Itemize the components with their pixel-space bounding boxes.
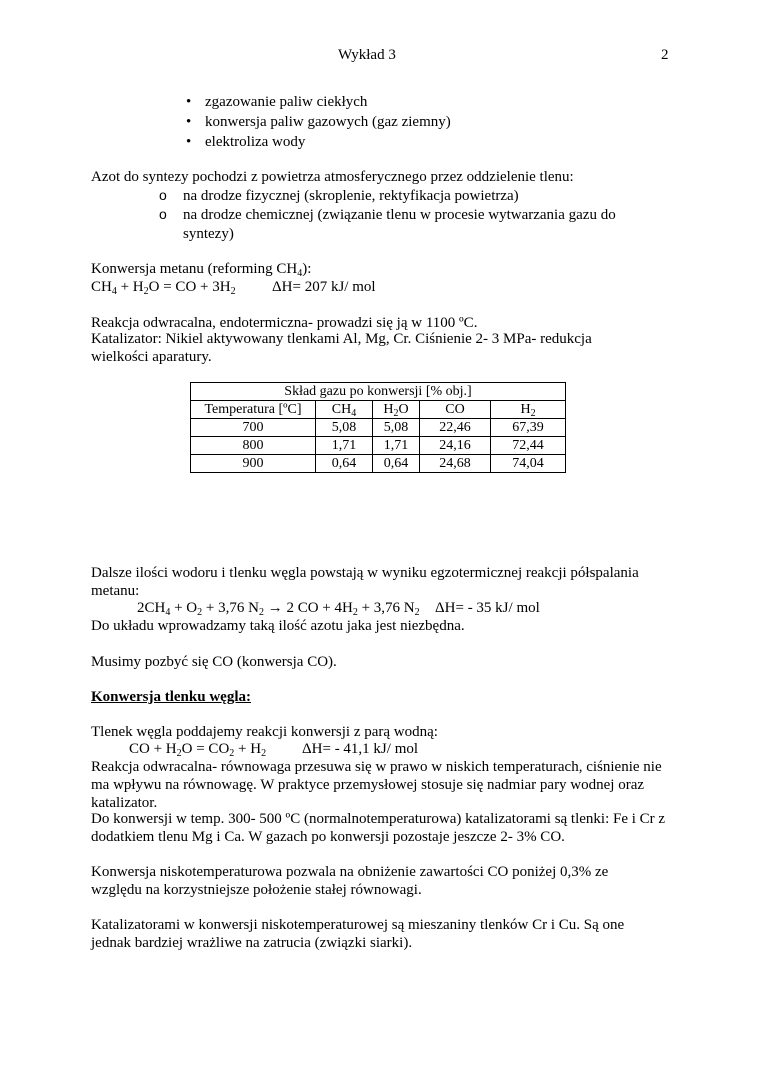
catalysts-text: Katalizatorami w konwersji niskotemperaturowej są mieszaniny tlenków Cr i Cu. Są one jednak bardziej wrażliwe na zatrucia (związki siarki).: [91, 917, 625, 951]
reaction-text: Reakcja odwracalna, endotermiczna- prowadzi się ją w 1100 ºC.: [91, 315, 478, 331]
methane-title: Konwersja metanu (reforming $CH_4$):: [91, 261, 312, 279]
circle-bullet-icon: o: [159, 206, 167, 222]
table-cell: 24,68: [420, 455, 491, 473]
partial-combustion-equation: $2CH_4 + O_2 + 3,76$ $N_2 \to 2$ CO + $4H_2 + 3,76$ $N_2$: [137, 600, 420, 618]
table-cell: 24,16: [420, 437, 491, 455]
methane-equation: $CH_4 + H_2O$ = CO + $3H_2$: [91, 279, 236, 297]
methane-enthalpy: ΔH= 207 kJ/ mol: [272, 279, 376, 295]
nitrogen-note: Do układu wprowadzamy taką ilość azotu jaka jest niezbędna.: [91, 618, 465, 634]
co-conversion-equation: CO + $H_2O = CO_2 + H_2$: [129, 741, 267, 759]
gas-composition-table: [190, 382, 566, 473]
list-item: [159, 206, 639, 244]
table-cell: 0,64: [316, 455, 373, 473]
co-conversion-body-2: Do konwersji w temp. 300- 500 ºC (normalnotemperaturowa) katalizatorami są tlenki: Fe i Cr z dodatkiem tlenu Mg i Ca. W gazach po konwersji pozostaje jeszcze 2- 3% CO.: [91, 811, 666, 845]
table-cell: 800: [191, 437, 316, 455]
table-cell: 74,04: [491, 455, 566, 473]
table-cell: 1,71: [373, 437, 420, 455]
section-heading: Konwersja tlenku węgla:: [91, 689, 251, 705]
table-cell: 700: [191, 419, 316, 437]
list-item-text: na drodze chemicznej (związanie tlenu w procesie wytwarzania gazu do syntezy): [183, 207, 616, 242]
table-cell: 0,64: [373, 455, 420, 473]
table-cell: 5,08: [316, 419, 373, 437]
list-item-text: na drodze fizycznej (skroplenie, rektyfikacja powietrza): [183, 188, 519, 204]
page-number: 2: [661, 47, 669, 63]
column-header: Temperatura [ºC]: [191, 401, 316, 419]
table-cell: 67,39: [491, 419, 566, 437]
table-cell: 900: [191, 455, 316, 473]
partial-combustion-text: Dalsze ilości wodoru i tlenku węgla powstają w wyniku egzotermicznej reakcji półspalania metanu:: [91, 565, 639, 599]
bullet-list: [186, 92, 451, 152]
table-cell: 72,44: [491, 437, 566, 455]
table-row: [191, 419, 566, 437]
partial-combustion-enthalpy: ΔH= - 35 kJ/ mol: [435, 600, 540, 616]
table-cell: 22,46: [420, 419, 491, 437]
co-conversion-intro: Tlenek węgla poddajemy reakcji konwersji z parą wodną:: [91, 724, 438, 740]
low-temp-text: Konwersja niskotemperaturowa pozwala na obniżenie zawartości CO poniżej 0,3% ze względu na korzystniejsze położenie stałej równowagi.: [91, 864, 609, 898]
column-header: CO: [420, 401, 491, 419]
co-conversion-enthalpy: ΔH= - 41,1 kJ/ mol: [302, 741, 419, 757]
list-item: • zgazowanie paliw ciekłych: [186, 92, 451, 112]
column-header: $H_2$: [491, 401, 566, 419]
co-conversion-body: Reakcja odwracalna- równowaga przesuwa się w prawo w niskich temperaturach, ciśnienie nie ma wpływu na równowagę. W praktyce przemysłowej stosuje się nadmiar pary wodnej oraz katalizator.: [91, 759, 662, 811]
nitrogen-list: [159, 187, 639, 244]
list-item: • konwersja paliw gazowych (gaz ziemny): [186, 112, 451, 132]
table-cell: 1,71: [316, 437, 373, 455]
circle-bullet-icon: o: [159, 187, 167, 203]
list-item: • elektroliza wody: [186, 132, 451, 152]
list-item: [159, 187, 639, 206]
catalyst-text: Katalizator: Nikiel aktywowany tlenkami Al, Mg, Cr. Ciśnienie 2- 3 MPa- redukcja wielkości aparatury.: [91, 331, 592, 365]
table-caption: Skład gazu po konwersji [% obj.]: [191, 383, 566, 401]
table-row: [191, 455, 566, 473]
table-row: [191, 437, 566, 455]
column-header: $H_2O$: [373, 401, 420, 419]
page-header-title: Wykład 3: [338, 47, 396, 63]
nitrogen-intro: Azot do syntezy pochodzi z powietrza atmosferycznego przez oddzielenie tlenu:: [91, 169, 574, 185]
co-note: Musimy pozbyć się CO (konwersja CO).: [91, 654, 337, 670]
table-cell: 5,08: [373, 419, 420, 437]
table-header-row: [191, 401, 566, 419]
column-header: $CH_4$: [316, 401, 373, 419]
